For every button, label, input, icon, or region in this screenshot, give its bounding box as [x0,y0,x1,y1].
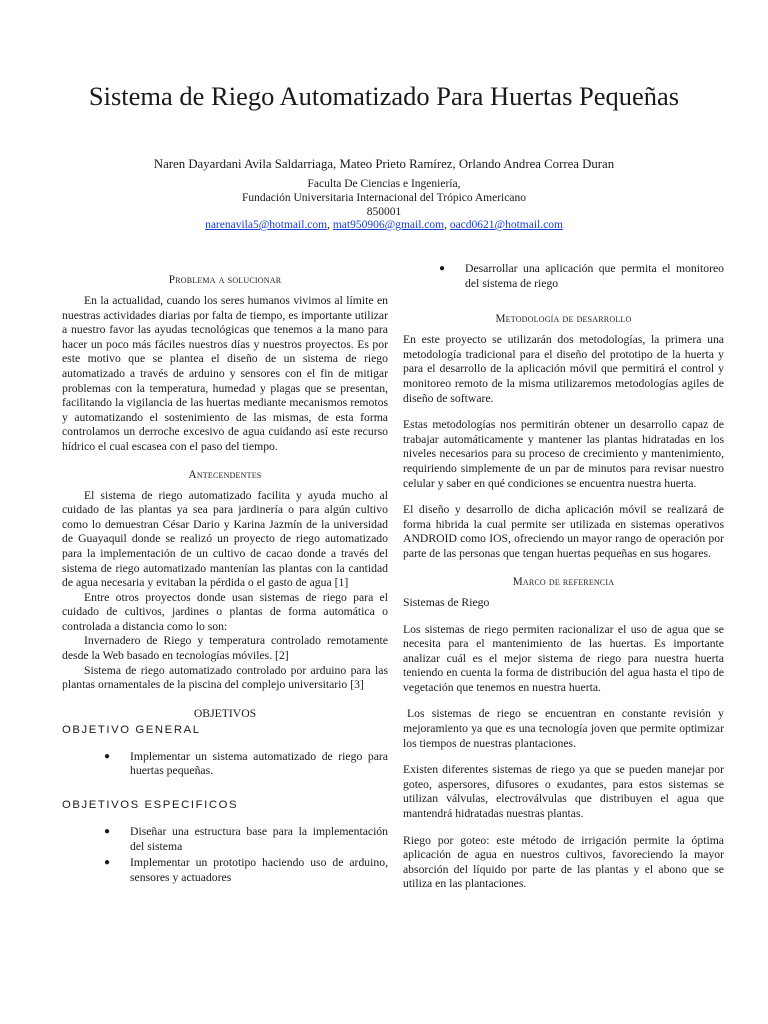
marco-paragraph-2: Los sistemas de riego se encuentran en constante revisión y mejoramiento ya que es una tecnología joven que permite optimizar los tiempos de nuestras plantaciones. [403,707,724,750]
marco-paragraph-4: Riego por goteo: este método de irrigación permite la óptima aplicación de agua en nuestros cultivos, favoreciendo la mayor absorción del líquido por parte de las plantas y el abono que se utiliza en las plantaciones. [403,833,724,891]
metodologia-paragraph-3: El diseño y desarrollo de dicha aplicación móvil se realizará de forma hibrida la cual permite ser utilizada en sistemas operativos ANDROID como IOS, ofreciendo un mayor rango de operación por parte de las personas que tengan huertas pequeñas en sus hogares. [403,503,724,560]
list-item: ● Desarrollar una aplicación que permita el monitoreo del sistema de riego [439,262,724,290]
antecedentes-paragraph-2: Entre otros proyectos donde usan sistemas de riego para el cuidado de cultivos, jardines o plantas de forma automática o controlada a distancia como lo son: [62,590,388,633]
email-link-prieto[interactable]: mat950906@gmail.com [332,219,445,231]
author-emails [60,219,708,231]
section-heading-objetivos: OBJETIVOS [193,706,257,720]
section-heading-metodologia: Metodología de desarrollo [495,313,632,326]
section-heading-marco: Marco de referencia [512,575,615,588]
author-list: Naren Dayardani Avila Saldarriaga, Mateo Prieto Ramírez, Orlando Andrea Correa Duran [153,157,615,171]
list-item: ● Implementar un sistema automatizado de riego para huertas pequeñas. [104,749,388,778]
problema-paragraph: En la actualidad, cuando los seres humanos vivimos al límite en nuestras actividades diarias por falta de tiempo, es importante utilizar a nuestro favor las ayudas tecnológicas que tenemos a la mano para hacer un poco más fáciles nuestros días y nuestros proyectos. Es por este motivo que se plantea el diseño de un sistema de riego automatizado a través de arduino y sensores con el fin de mitigar problemas con la temperatura, humedad y plagas que se presentan, facilitando la vigilancia de las huertas mediante mecanismos remotos y automatizando el sostenimiento de las mismas, de esta forma controlamos un derroche excesivo de agua cuidando así este recurso hídrico el cual escasea con el paso del tiempo. [62,294,388,453]
email-separator: , [327,219,333,231]
right-column [403,262,724,892]
marco-paragraph-1: Los sistemas de riego permiten racionalizar el uso de agua que se necesita para el mantenimiento de las huertas. Es importante analizar cuál es el mejor sistema de riego para nuestra huerta teniendo en cuenta la forma de distribución del agua hasta el tipo de vegetación que tenemos en nuestra huerta. [403,622,724,694]
subheading-objetivo-general: OBJETIVO GENERAL [62,723,201,736]
objetivos-especificos-continued [403,262,724,291]
antecedentes-paragraph-1: El sistema de riego automatizado facilita y ayuda mucho al cuidado de las plantas ya sea para jardinería o para algún cultivo como lo demuestran César Dario y Karina Jazmín de la universidad de Guayaquil donde se realizó un proyecto de riego automatizado para la implementación de un cultivo de cacao donde a través del sistema de riego automatizado mantenían las plantas con la cantidad de agua necesaria y evitaban la pérdida o el gasto de agua [1] [62,488,388,590]
bullet-icon: ● [104,826,111,838]
metodologia-paragraph-2: Estas metodologías nos permitirán obtener un desarrollo capaz de trabajar automáticamente y mantener las plantas hidratadas en los niveles necesarios para su proceso de crecimiento y mantenimiento, requiriendo simplemente de un par de minutos para revisar nuestro celular y saber en qué condiciones se encuentra nuestra huerta. [403,418,724,490]
list-item: ● Diseñar una estructura base para la implementación del sistema [104,825,388,853]
bullet-icon: ● [104,857,111,869]
list-item: ● Implementar un prototipo haciendo uso de arduino, sensores y actuadores [104,856,388,884]
email-link-correa[interactable]: oacd0621@hotmail.com [449,219,563,231]
marco-paragraph-3: Existen diferentes sistemas de riego ya que se pueden manejar por goteo, aspersores, difusores o exudantes, para estos sistemas se utilizan válvulas, electroválvulas que distribuyen el agua que mantendrá hidratadas nuestras plantas. [403,763,724,821]
email-separator: , [444,219,450,231]
antecedentes-paragraph-4: Sistema de riego automatizado controlado por arduino para las plantas ornamentales de la piscina del complejo universitario [3] [62,663,388,692]
email-link-avila[interactable]: narenavila5@hotmail.com [205,219,328,231]
bullet-icon: ● [439,263,446,274]
paper-title: Sistema de Riego Automatizado Para Huertas Pequeñas [88,81,680,111]
metodologia-paragraph-1: En este proyecto se utilizarán dos metodologías, la primera una metodología tradicional para el diseño del prototipo de la huerta y para el desarrollo de la aplicación móvil que permitirá el control y monitoreo remoto de la misma utilizaremos metodologías agiles de diseño de software. [403,333,724,405]
bullet-icon: ● [104,750,111,762]
objetivos-especificos-list [62,825,388,885]
affiliation-faculty: Faculta De Ciencias e Ingeniería, [307,178,461,190]
objetivo-general-list [62,750,388,779]
section-heading-problema: Problema a solucionar [168,274,282,286]
section-heading-antecedentes: Antecendentes [188,468,262,481]
left-column [62,265,388,887]
affiliation-university: Fundación Universitaria Internacional del Trópico Americano [242,192,526,204]
subheading-objetivos-especificos: OBJETIVOS ESPECIFICOS [62,799,239,812]
affiliation-code: 850001 [366,206,402,218]
subheading-sistemas-de-riego: Sistemas de Riego [403,595,490,609]
antecedentes-paragraph-3: Invernadero de Riego y temperatura controlado remotamente desde la Web basado en tecnologías móviles. [2] [62,634,388,663]
